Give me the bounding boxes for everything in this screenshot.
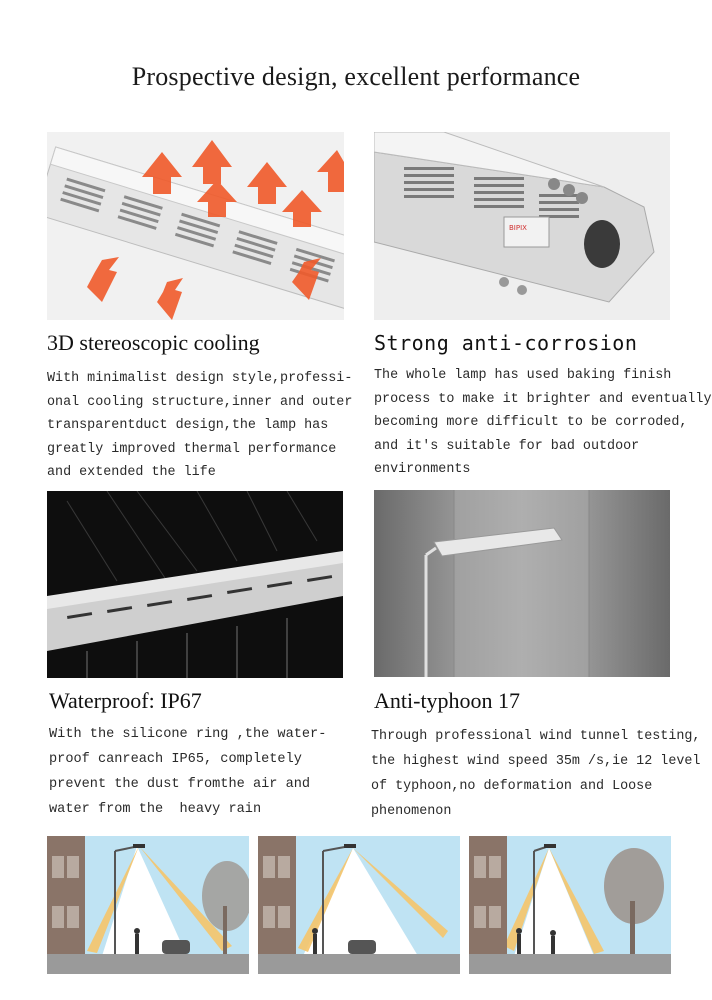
street-illustration [47,836,249,974]
text-line: of typhoon,no deformation and Loose [371,779,653,794]
waterproof-image [47,491,343,678]
text-line: prevent the dust fromthe air and [49,777,311,792]
feature-heading-waterproof: Waterproof: IP67 [49,688,202,713]
feature-heading-corrosion: Strong anti-corrosion [374,331,638,355]
text-line: proof canreach IP65, completely [49,752,302,767]
feature-text-corrosion [374,364,712,482]
feature-text-cooling [47,367,353,485]
corrosion-image [374,132,670,320]
wind-tunnel-image [374,490,670,677]
feature-text-typhoon [371,724,701,824]
feature-heading-typhoon: Anti-typhoon 17 [374,688,521,713]
text-line: With the silicone ring ,the water- [49,727,327,742]
text-line: With minimalist design style,professi- [47,371,353,386]
page-title: Prospective design, excellent performance [131,62,581,91]
brand-mark: BIPIX [509,224,527,232]
text-line: the highest wind speed 35m /s,ie 12 level [371,754,701,769]
text-line: and extended the life [47,465,216,480]
feature-heading-cooling: 3D stereoscopic cooling [47,330,260,355]
text-line: environments [374,462,471,477]
text-line: water from the heavy rain [49,802,262,817]
street-illustration [258,836,460,974]
text-line: transparentduct design,the lamp has [47,418,329,433]
text-line: The whole lamp has used baking finish [374,368,672,383]
text-line: becoming more difficult to be corroded, [374,415,688,430]
street-illustration [469,836,671,974]
text-line: and it's suitable for bad outdoor [374,438,640,454]
text-line: greatly improved thermal performance [47,441,337,457]
text-line: Through professional wind tunnel testing, [371,729,701,744]
text-line: onal cooling structure,inner and outer [47,394,353,410]
text-line: phenomenon [371,804,452,819]
text-line: process to make it brighter and eventually [374,391,712,407]
cooling-image [47,132,344,320]
feature-text-waterproof [49,722,349,822]
